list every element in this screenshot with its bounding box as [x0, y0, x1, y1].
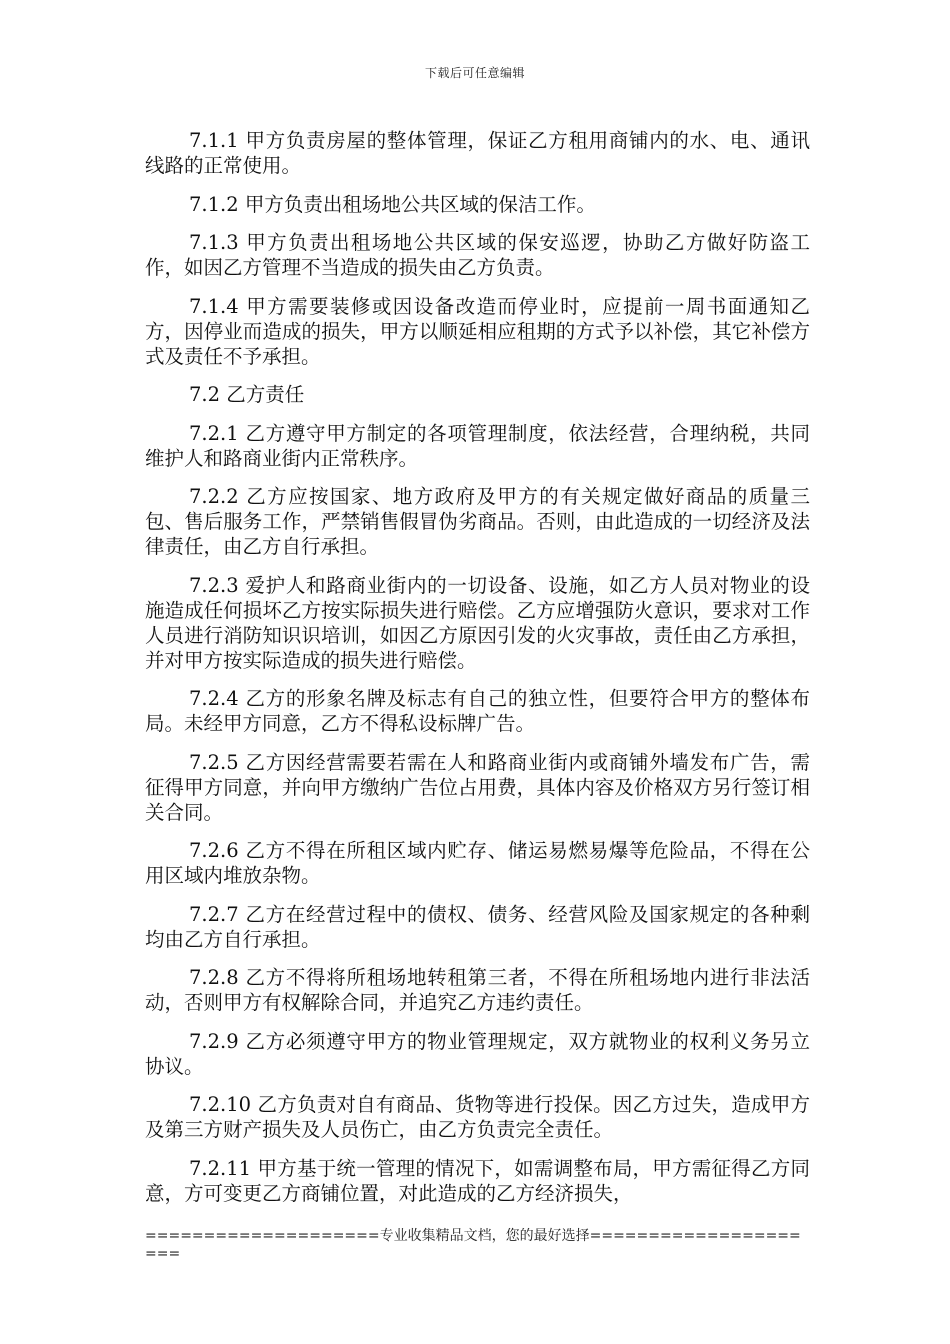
paragraph-7-2-11: 7.2.11 甲方基于统一管理的情况下，如需调整布局，甲方需征得乙方同意，方可变更乙方商铺位置，对此造成的乙方经济损失，	[145, 1156, 810, 1205]
paragraph-7-2-1: 7.2.1 乙方遵守甲方制定的各项管理制度，依法经营，合理纳税，共同维护人和路商业街内正常秩序。	[145, 421, 810, 470]
section-heading-7-2: 7.2 乙方责任	[189, 383, 305, 406]
paragraph-7-1-3: 7.1.3 甲方负责出租场地公共区域的保安巡逻，协助乙方做好防盗工作，如因乙方管理不当造成的损失由乙方负责。	[145, 231, 810, 279]
page-footer-banner: ====================专业收集精品文档，您的最好选择=====================	[145, 1228, 801, 1262]
document-body	[145, 128, 810, 1219]
paragraph-7-2-4: 7.2.4 乙方的形象名牌及标志有自己的独立性，但要符合甲方的整体布局。未经甲方同意，乙方不得私设标牌广告。	[145, 687, 810, 735]
paragraph-7-2-7: 7.2.7 乙方在经营过程中的债权、债务、经营风险及国家规定的各种剩均由乙方自行承担。	[145, 902, 810, 951]
paragraph-7-2-9: 7.2.9 乙方必须遵守甲方的物业管理规定，双方就物业的权利义务另立协议。	[145, 1029, 810, 1078]
paragraph-7-2-8: 7.2.8 乙方不得将所租场地转租第三者，不得在所租场地内进行非法活动，否则甲方有权解除合同，并追究乙方违约责任。	[145, 966, 810, 1014]
page-header-note: 下载后可任意编辑	[424, 66, 525, 80]
paragraph-7-2-6: 7.2.6 乙方不得在所租区域内贮存、储运易燃易爆等危险品，不得在公用区域内堆放杂物。	[145, 839, 810, 887]
paragraph-7-2-10: 7.2.10 乙方负责对自有商品、货物等进行投保。因乙方过失，造成甲方及第三方财产损失及人员伤亡，由乙方负责完全责任。	[145, 1093, 810, 1141]
paragraph-7-1-4: 7.1.4 甲方需要装修或因设备改造而停业时，应提前一周书面通知乙方，因停业而造成的损失，甲方以顺延相应租期的方式予以补偿，其它补偿方式及责任不予承担。	[145, 294, 810, 368]
paragraph-7-1-2: 7.1.2 甲方负责出租场地公共区域的保洁工作。	[189, 192, 596, 216]
paragraph-7-1-1: 7.1.1 甲方负责房屋的整体管理，保证乙方租用商铺内的水、电、通讯线路的正常使用。	[145, 129, 810, 177]
paragraph-7-2-3: 7.2.3 爱护人和路商业街内的一切设备、设施，如乙方人员对物业的设施造成任何损坏乙方按实际损失进行赔偿。乙方应增强防火意识，要求对工作人员进行消防知识识培训，如因乙方原因引发的火灾事故，责任由乙方承担，并对甲方按实际造成的损失进行赔偿。	[145, 573, 810, 672]
paragraph-7-2-5: 7.2.5 乙方因经营需要若需在人和路商业街内或商铺外墙发布广告，需征得甲方同意，并向甲方缴纳广告位占用费，具体内容及价格双方另行签订相关合同。	[145, 750, 810, 824]
paragraph-7-2-2: 7.2.2 乙方应按国家、地方政府及甲方的有关规定做好商品的质量三包、售后服务工作，严禁销售假冒伪劣商品。否则，由此造成的一切经济及法律责任，由乙方自行承担。	[145, 485, 810, 558]
